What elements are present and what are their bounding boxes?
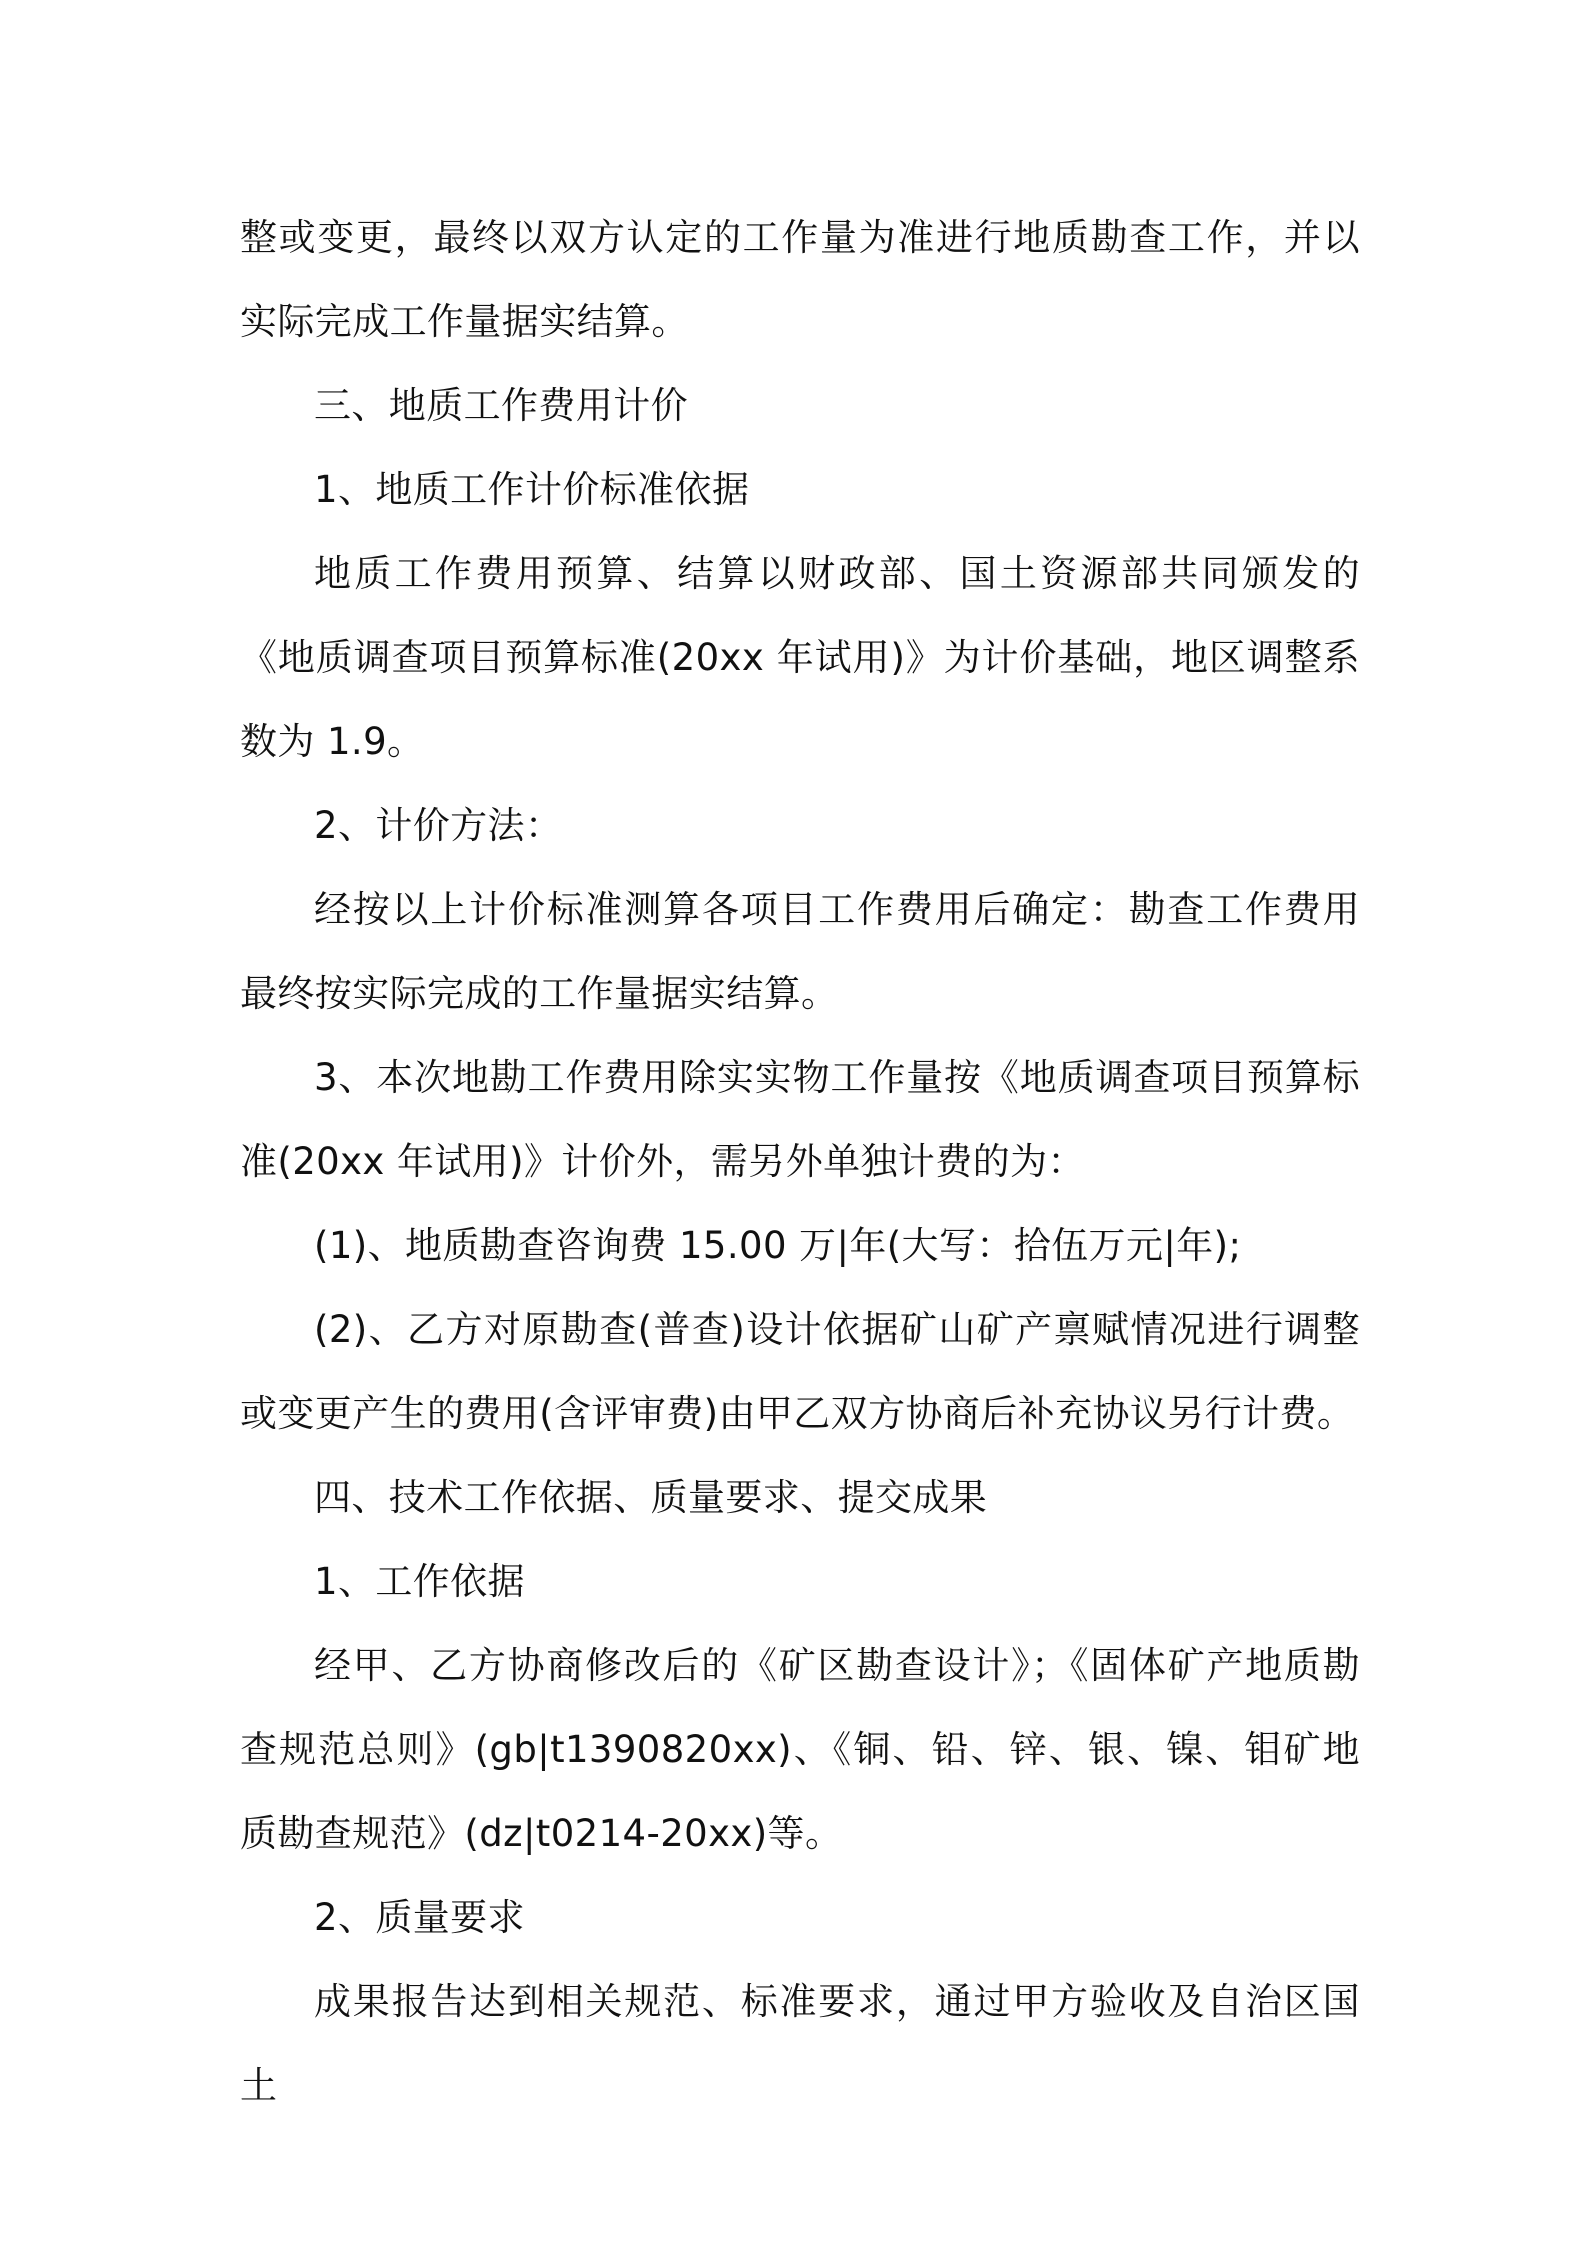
list-item-consulting-fee: (1)、地质勘查咨询费 15.00 万|年(大写：拾伍万元|年);	[314, 1224, 1242, 1267]
paragraph-pricing-method: 经按以上计价标准测算各项目工作费用后确定：勘查工作费用最终按实际完成的工作量据实结算。	[240, 888, 1360, 1015]
paragraph-work-basis: 经甲、乙方协商修改后的《矿区勘查设计》；《固体矿产地质勘查规范总则》(gb|t1390820xx)、《铜、铅、锌、银、镍、钼矿地质勘查规范》(dz|t0214-20xx)等。	[240, 1644, 1360, 1855]
subheading-pricing-method: 2、计价方法：	[314, 804, 563, 847]
section-heading-fee-pricing: 三、地质工作费用计价	[314, 384, 688, 427]
subheading-work-basis: 1、工作依据	[314, 1560, 525, 1603]
paragraph-pricing-standard: 地质工作费用预算、结算以财政部、国土资源部共同颁发的《地质调查项目预算标准(20xx 年试用)》为计价基础，地区调整系数为 1.9。	[240, 552, 1360, 763]
subheading-pricing-standard: 1、地质工作计价标准依据	[314, 468, 750, 511]
subheading-quality-requirements: 2、质量要求	[314, 1896, 525, 1939]
list-item-design-change-fee: (2)、乙方对原勘查(普查)设计依据矿山矿产禀赋情况进行调整或变更产生的费用(含评审费)由甲乙双方协商后补充协议另行计费。	[240, 1308, 1360, 1435]
section-heading-technical-basis: 四、技术工作依据、质量要求、提交成果	[314, 1476, 988, 1519]
paragraph-continuation: 整或变更，最终以双方认定的工作量为准进行地质勘查工作，并以实际完成工作量据实结算。	[240, 216, 1360, 343]
document-body	[240, 196, 1360, 2128]
paragraph-separate-fees: 3、本次地勘工作费用除实实物工作量按《地质调查项目预算标准(20xx 年试用)》计价外，需另外单独计费的为：	[240, 1056, 1360, 1183]
paragraph-quality-requirements: 成果报告达到相关规范、标准要求，通过甲方验收及自治区国土	[240, 1980, 1360, 2107]
